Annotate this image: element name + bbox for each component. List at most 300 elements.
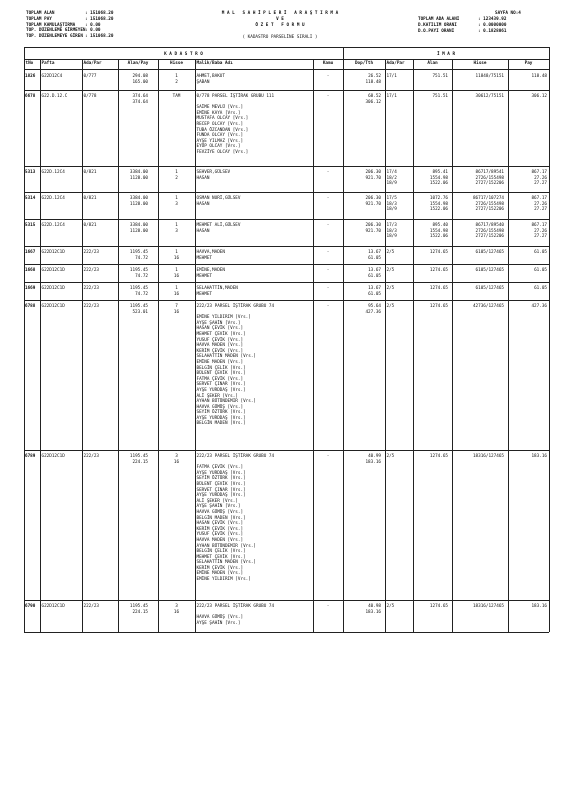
row-bottom-rule — [24, 166, 549, 167]
row-imar-alan — [413, 250, 448, 256]
row-imar-alan — [413, 74, 448, 80]
row-pafta: G22.D.12.C — [41, 94, 68, 99]
header-left-value: : 151068.20 — [85, 11, 114, 16]
column-rule — [508, 59, 509, 632]
row-owners-line: 222/23 PARSEL İŞTİRAK GRUBU 74 — [196, 454, 275, 459]
row-owners-line: MEHMET ÇEVİK [Vrs.] — [196, 554, 246, 560]
row-imar-alan — [413, 268, 448, 274]
row-alan-pay — [118, 268, 148, 279]
row-imar-pay-line: 61.05 — [534, 250, 547, 255]
row-imar-pay-line: 27.27 — [534, 181, 547, 187]
row-imar-ada-parsel-line: 17/4 — [386, 170, 397, 175]
row-imar-alan-line: 895.41 — [432, 170, 448, 175]
row-imar-ada-parsel — [387, 94, 412, 100]
row-owners-line: KERİM ÇEVİK [Vrs.] — [196, 526, 244, 532]
row-dop-tth — [343, 304, 381, 315]
row-imar-ada-parsel-line: 2/5 — [386, 304, 395, 309]
row-imar-alan — [413, 223, 448, 240]
column-header: Kamu — [322, 61, 334, 66]
row-hisse-line: 3 — [175, 201, 178, 207]
row-owners-line: SEYİM ÖZTÜRK [Vrs.] — [196, 410, 246, 416]
row-hisse — [158, 74, 195, 85]
row-hisse-line: 16 — [173, 459, 180, 465]
row-imar-alan-line: 1522.06 — [429, 234, 448, 240]
row-hisse-line: 16 — [173, 291, 180, 297]
column-header: Hisse — [170, 61, 183, 66]
row-imar-alan — [413, 94, 448, 100]
row-imar-hisse — [452, 94, 504, 100]
row-owners — [197, 196, 312, 207]
row-owners — [197, 268, 312, 279]
row-ada-parsel: 222/23 — [83, 250, 100, 255]
row-hisse-line: 3 — [175, 454, 178, 459]
row-hisse-line: 2 — [175, 175, 178, 181]
row-imar-ada-parsel-line: 18/9 — [386, 234, 397, 240]
row-kamu: - — [326, 250, 330, 255]
row-owners-line: AYŞE YILMAZ [Vrs.] — [196, 138, 244, 144]
row-owners-line: HAVVA,MADEN — [196, 250, 225, 255]
row-hisse-line: 1 — [175, 268, 178, 273]
row-kamu: - — [326, 74, 330, 79]
row-imar-ada-parsel-line: 17/1 — [386, 94, 397, 99]
row-imar-ada-parsel — [387, 250, 412, 256]
row-ada-parsel: 0/777 — [83, 74, 97, 79]
row-owners-line: AYŞE ŞAHİN [Vrs.] — [196, 320, 241, 326]
section-rule — [24, 59, 549, 60]
page-title-form: Ö Z E T F O R M U — [255, 23, 305, 28]
row-imar-pay-line: 183.16 — [531, 454, 547, 459]
row-owners-line: EMİNE,MADEN — [196, 268, 225, 273]
row-owners-line: FATMA ÇEVİK [Vrs.] — [196, 465, 244, 471]
row-imar-pay-line: 183.16 — [531, 604, 547, 609]
row-owners-line: HAVVA MADEN [Vrs.] — [196, 537, 244, 543]
row-imar-alan-line: 1072.76 — [429, 196, 448, 201]
row-ada-parsel: 0/778 — [83, 94, 97, 99]
column-header: tNo — [25, 61, 34, 66]
row-imar-pay-line: 61.05 — [534, 268, 547, 273]
row-pafta: G22D.12C4 — [41, 170, 65, 175]
row-alan-pay-line: 1195.45 — [129, 454, 148, 459]
row-imar-hisse-line: 2726/155498 — [475, 228, 504, 234]
row-imar-ada-parsel — [387, 304, 412, 310]
row-owners-line: FEVZİYE OLCAY [Vrs.] — [196, 149, 249, 155]
row-hisse-line: 1 — [175, 223, 178, 228]
header-left-value: : 0.00 — [85, 28, 101, 34]
row-imar-hisse-line: 2727/152206 — [475, 181, 504, 187]
row-imar-ada-parsel-line: 18/2 — [386, 175, 397, 181]
row-alan-pay-line: 1128.00 — [129, 175, 148, 181]
row-owners — [197, 250, 312, 261]
row-kamu: - — [326, 286, 330, 291]
row-tno: 1667 — [25, 250, 36, 255]
row-owners — [197, 94, 312, 156]
row-owners-line: KERİM ÇEVİK [Vrs.] — [196, 565, 244, 571]
row-hisse — [158, 223, 195, 234]
row-kamu: - — [326, 196, 330, 201]
row-dop-tth-line: 206.30 — [365, 196, 381, 201]
row-imar-pay — [508, 196, 547, 213]
row-owners-line: RECEP OLCAY [Vrs.] — [196, 121, 244, 127]
row-alan-pay-line: 3384.00 — [129, 170, 148, 175]
row-imar-pay — [508, 286, 547, 292]
row-imar-alan — [413, 170, 448, 187]
row-dop-tth-line: 921.70 — [365, 201, 381, 207]
row-bottom-rule — [24, 264, 549, 265]
column-rule — [452, 59, 453, 632]
row-alan-pay-line: 165.00 — [132, 79, 148, 85]
row-owners — [197, 604, 312, 626]
row-imar-alan-line: 1274.65 — [429, 604, 448, 609]
row-imar-hisse — [452, 250, 504, 256]
row-imar-ada-parsel-line: 17/3 — [386, 223, 397, 228]
header-left-label: TOP. DÜZENLEMEYE GİREN — [26, 34, 83, 40]
row-hisse-line: 1 — [175, 286, 178, 291]
row-hisse-line: 16 — [173, 609, 180, 615]
row-ada-parsel: 0/821 — [83, 196, 97, 201]
row-owners-line: AYŞE YURDDAŞ [Vrs.] — [196, 470, 246, 476]
row-alan-pay-line: 1195.45 — [129, 286, 148, 291]
row-owners-line: KERİM ÇEVİK [Vrs.] — [196, 348, 244, 354]
row-imar-pay-line: 27.26 — [534, 228, 547, 234]
row-bottom-rule — [24, 450, 549, 451]
row-dop-tth — [343, 223, 381, 234]
row-imar-pay-line: 427.36 — [531, 304, 547, 309]
row-imar-hisse — [452, 304, 504, 310]
row-alan-pay-line: 1195.45 — [129, 268, 148, 273]
row-imar-hisse — [452, 74, 504, 80]
row-owners-line: YUSUF ÇEVİK [Vrs.] — [196, 532, 244, 538]
row-owners-line: MUSTAFA OLCAY [Vrs.] — [196, 116, 249, 122]
row-hisse-line: 1 — [175, 250, 178, 255]
row-owners-line: BELGİN MADEN [Vrs.] — [196, 515, 246, 521]
row-alan-pay-line: 224.15 — [132, 459, 148, 465]
row-ada-parsel: 222/23 — [83, 286, 100, 291]
row-owners-line: SERVET ÇINAR [Vrs.] — [196, 487, 246, 493]
row-dop-tth-line: 95.64 — [368, 304, 381, 309]
column-header: Alan/Pay — [127, 61, 149, 66]
row-tno: 6788 — [25, 304, 36, 309]
row-imar-ada-parsel-line: 18/9 — [386, 207, 397, 213]
row-bottom-rule — [24, 246, 549, 247]
row-imar-hisse-line: 2727/152206 — [475, 234, 504, 240]
row-alan-pay — [118, 223, 148, 234]
row-imar-pay — [508, 170, 547, 187]
row-imar-ada-parsel-line: 2/5 — [386, 268, 395, 273]
row-bottom-rule — [24, 600, 549, 601]
row-imar-ada-parsel-line: 18/9 — [386, 181, 397, 187]
row-dop-tth-line: 13.67 — [368, 268, 381, 273]
row-imar-pay-line: 27.26 — [534, 201, 547, 207]
row-alan-pay-line: 1195.45 — [129, 604, 148, 609]
row-imar-hisse-line: 2727/152206 — [475, 207, 504, 213]
row-hisse-line — [158, 100, 195, 106]
row-imar-pay-line: 27.27 — [534, 207, 547, 213]
row-dop-tth-line: 61.05 — [368, 255, 381, 261]
row-owners-line: AYŞE ŞAHİN [Vrs.] — [196, 504, 241, 510]
header-right-label: D.O.PAYI ORANI — [418, 28, 455, 34]
column-header: Hisse — [473, 61, 487, 66]
row-owners-line: BELGİN ÇELİK [Vrs.] — [196, 365, 246, 371]
column-rule — [413, 59, 414, 632]
row-bottom-rule — [24, 300, 549, 301]
row-tno: 6790 — [25, 604, 36, 609]
row-alan-pay — [118, 196, 148, 207]
row-ada-parsel: 0/821 — [83, 223, 97, 228]
row-owners-line: ŞABAN — [196, 79, 210, 85]
row-ada-parsel: 222/23 — [83, 454, 100, 459]
row-imar-hisse-line: 86717/89541 — [475, 170, 504, 175]
column-rule — [40, 59, 41, 632]
row-imar-ada-parsel — [387, 286, 412, 292]
row-imar-hisse — [452, 454, 504, 460]
row-tno: 6678 — [25, 94, 36, 99]
row-alan-pay — [118, 604, 148, 615]
row-owners-line: SERVET ÇINAR [Vrs.] — [196, 382, 246, 388]
row-alan-pay-line: 74.72 — [135, 255, 148, 261]
row-imar-hisse — [452, 286, 504, 292]
column-header: Ada/Par — [386, 61, 405, 66]
row-imar-ada-parsel — [387, 223, 412, 240]
page-title: M A L S A H İ P L E R İ A R A Ş T I R M A — [221, 11, 339, 16]
header-left-value: : 151068.20 — [85, 34, 114, 40]
row-kamu: - — [326, 454, 330, 459]
row-imar-pay — [508, 268, 547, 274]
row-imar-alan-line: 751.51 — [432, 94, 448, 99]
row-owners-line: HASAN — [196, 175, 210, 181]
row-alan-pay-line: 3384.00 — [129, 223, 148, 228]
row-ada-parsel: 222/23 — [83, 268, 100, 273]
row-tno: 5315 — [25, 223, 36, 228]
row-imar-ada-parsel — [387, 196, 412, 213]
row-owners-line: SEHVER,GÜLSEV — [196, 170, 231, 175]
row-kamu: - — [326, 604, 330, 609]
row-imar-hisse-line: 2726/155498 — [475, 201, 504, 207]
header-right-label: D.KATILIM ORANI — [418, 22, 457, 28]
row-dop-tth-line: 183.16 — [365, 609, 381, 615]
row-owners-line: 222/23 PARSEL İŞTİRAK GRUBU 74 — [196, 304, 275, 309]
row-owners-line: HASAN ÇEVİK [Vrs.] — [196, 326, 244, 332]
row-owners-line: 0/778 PARSEL İŞTİRAK GRUBU 111 — [196, 94, 275, 99]
row-imar-pay-line: 867.17 — [531, 196, 547, 201]
row-owners-line: ALİ ŞEKER [Vrs.] — [196, 498, 238, 504]
header-left-label: TOPLAM ALAN — [26, 11, 55, 16]
header-left-label: TOP. DÜZENLEME GİRMEYEN — [26, 28, 86, 34]
row-pafta: G22D12C1D — [41, 454, 65, 459]
row-owners-line: HASAN ÇEVİK [Vrs.] — [196, 521, 244, 527]
row-hisse — [158, 304, 195, 315]
row-owners-line: ALİ ŞEKER [Vrs.] — [196, 393, 238, 399]
row-imar-ada-parsel-line: 17/1 — [386, 74, 397, 79]
row-alan-pay-line: 224.15 — [132, 609, 148, 615]
row-imar-pay-line: 27.26 — [534, 175, 547, 181]
row-dop-tth — [343, 454, 381, 465]
table-top-rule — [24, 47, 549, 48]
row-hisse — [158, 604, 195, 615]
row-imar-ada-parsel — [387, 454, 412, 460]
row-imar-hisse — [452, 604, 504, 610]
row-dop-tth — [343, 196, 381, 207]
row-owners-line: EYÜP OLCAY [Vrs.] — [196, 144, 241, 150]
column-header: Dop/Tth — [354, 61, 374, 66]
row-owners — [197, 223, 312, 234]
row-hisse — [158, 268, 195, 279]
row-imar-pay — [508, 304, 547, 310]
row-pafta: G22D12C1D — [41, 604, 65, 609]
row-owners-line: OSMAN NURİ,GÜLSEV — [196, 196, 241, 201]
row-imar-pay — [508, 223, 547, 240]
row-owners-line: TUBA ÖZCANDAN [Vrs.] — [196, 127, 249, 133]
row-pafta: G22D12C4 — [41, 74, 63, 79]
row-alan-pay-line: 1195.45 — [129, 250, 148, 255]
row-hisse — [158, 286, 195, 297]
row-alan-pay-line: 74.72 — [135, 291, 148, 297]
row-kamu: - — [326, 223, 330, 228]
row-alan-pay — [118, 250, 148, 261]
row-dop-tth — [343, 268, 381, 279]
row-imar-alan-line: 1522.06 — [429, 181, 448, 187]
row-hisse-line: 1 — [175, 170, 178, 175]
row-dop-tth-line: 13.67 — [368, 286, 381, 291]
row-kamu: - — [326, 170, 330, 175]
row-imar-alan — [413, 304, 448, 310]
row-dop-tth-line: 206.30 — [365, 223, 381, 228]
row-alan-pay-line: 1128.00 — [129, 201, 148, 207]
column-rule — [385, 59, 386, 632]
row-imar-pay — [508, 74, 547, 80]
header-left-value: : 0.00 — [85, 22, 101, 28]
row-ada-parsel: 222/23 — [83, 604, 100, 609]
row-owners-line: MEHMET — [196, 273, 213, 279]
row-pafta: G22D12C1D — [41, 286, 65, 291]
row-owners-line: AYŞE YURDDAŞ [Vrs.] — [196, 415, 246, 421]
header-left-label: TOPLAM KAMULAŞTIRMA — [26, 22, 76, 28]
header-right-value: : 123439.92 — [478, 17, 507, 22]
row-dop-tth-line: 118.48 — [365, 79, 381, 85]
row-imar-ada-parsel-line: 18/3 — [386, 201, 397, 207]
row-imar-alan — [413, 286, 448, 292]
row-imar-alan-line: 1274.65 — [429, 304, 448, 309]
row-owners-line: SELAHATTİN MADEN [Vrs.] — [196, 560, 256, 566]
row-owners-line: EMİNE MADEN [Vrs.] — [196, 359, 244, 365]
header-bottom-rule — [24, 69, 549, 70]
row-pafta: G22D.12C4 — [41, 196, 65, 201]
row-bottom-rule — [24, 632, 549, 633]
header-right-value: : 0.1828061 — [478, 28, 507, 34]
header-right-value: : 0.0000000 — [478, 22, 507, 28]
row-alan-pay-line: 3384.00 — [129, 196, 148, 201]
row-imar-hisse-line: 86717/107274 — [472, 196, 504, 201]
column-rule — [158, 59, 159, 632]
row-alan-pay-line: 1128.00 — [129, 228, 148, 234]
row-pafta: G22D.12C4 — [41, 223, 65, 228]
row-imar-alan-line: 1554.98 — [429, 175, 448, 181]
row-imar-alan-line: 1274.65 — [429, 250, 448, 255]
column-header: Pay — [524, 61, 533, 66]
row-imar-alan-line: 1274.65 — [429, 268, 448, 273]
row-dop-tth-line: 427.36 — [365, 309, 381, 315]
row-hisse — [158, 454, 195, 465]
column-header: Alan — [427, 61, 438, 66]
page-number: SAYFA NO:4 — [495, 11, 521, 16]
row-owners-line: FUNDA OLCAY [Vrs.] — [196, 133, 244, 139]
row-bottom-rule — [24, 219, 549, 220]
row-owners — [197, 170, 312, 181]
row-alan-pay — [118, 170, 148, 181]
row-imar-ada-parsel-line: 18/3 — [386, 228, 397, 234]
row-owners — [197, 454, 312, 583]
row-imar-hisse-line: 18316/127465 — [472, 604, 504, 609]
row-dop-tth-line: 40.99 — [368, 454, 381, 459]
row-hisse-line: 3 — [175, 228, 178, 234]
row-owners-line: SELAHATTİN,MADEN — [196, 286, 238, 291]
row-imar-alan — [413, 196, 448, 213]
row-imar-pay-line: 867.17 — [531, 223, 547, 228]
row-imar-ada-parsel-line: 2/5 — [386, 604, 395, 609]
row-imar-hisse — [452, 196, 504, 213]
column-header: Malik/Baba Adı — [196, 61, 233, 66]
page-title-note: ( KADASTRO PARSELİNE SIRALI ) — [242, 35, 318, 40]
section-imar: İ M A R — [436, 52, 456, 57]
row-hisse-line: 1 — [175, 196, 178, 201]
row-tno: 5313 — [25, 170, 36, 175]
row-owners-line: MEHMET — [196, 291, 213, 297]
row-dop-tth-line: 40.98 — [368, 604, 381, 609]
row-imar-pay — [508, 454, 547, 460]
column-rule — [343, 47, 344, 632]
row-owners — [197, 74, 312, 85]
row-dop-tth-line: 183.16 — [365, 459, 381, 465]
row-hisse — [158, 94, 195, 105]
row-imar-hisse-line: 2726/155498 — [475, 175, 504, 181]
row-imar-pay-line: 118.48 — [531, 74, 547, 79]
row-imar-alan-line: 895.40 — [432, 223, 448, 228]
row-imar-alan — [413, 454, 448, 460]
row-owners-line: SEYİM ÖZTÜRK [Vrs.] — [196, 476, 246, 482]
row-bottom-rule — [24, 282, 549, 283]
column-rule — [82, 59, 83, 632]
row-hisse-line: 7 — [175, 304, 178, 309]
row-tno: 1826 — [25, 74, 36, 79]
row-tno: 5314 — [25, 196, 36, 201]
row-owners-line: BELGİN ÇELİK [Vrs.] — [196, 549, 246, 555]
row-alan-pay — [118, 454, 148, 465]
row-ada-parsel: 0/821 — [83, 170, 97, 175]
row-imar-pay — [508, 250, 547, 256]
row-owners-line: HAVVA GÜMÜŞ [Vrs.] — [196, 615, 244, 621]
row-dop-tth-line: 61.05 — [368, 291, 381, 297]
row-dop-tth-line: 206.30 — [365, 170, 381, 175]
column-rule — [24, 47, 25, 632]
row-pafta: G22D12C1D — [41, 268, 65, 273]
row-imar-pay-line: 61.05 — [534, 286, 547, 291]
row-alan-pay — [118, 304, 148, 315]
row-tno: 6789 — [25, 454, 36, 459]
row-imar-hisse-line: 6105/127465 — [475, 286, 504, 291]
row-imar-ada-parsel-line: 2/5 — [386, 286, 395, 291]
row-imar-pay-line: 867.17 — [531, 170, 547, 175]
row-dop-tth-line: 921.70 — [365, 175, 381, 181]
row-imar-ada-parsel — [387, 74, 412, 80]
row-owners-line: BÜLENT ÇEVİK [Vrs.] — [196, 371, 246, 377]
row-dop-tth — [343, 604, 381, 615]
row-owners-line: AYHAN BÜTÜNDEMIR [Vrs.] — [196, 543, 256, 549]
row-imar-hisse — [452, 268, 504, 274]
row-owners-line: MEHMET ALİ,GÜLSEV — [196, 223, 241, 228]
row-alan-pay-line: 374.64 — [132, 94, 148, 99]
row-dop-tth — [343, 74, 381, 85]
row-pafta: G22D12C1D — [41, 250, 65, 255]
row-hisse — [158, 170, 195, 181]
